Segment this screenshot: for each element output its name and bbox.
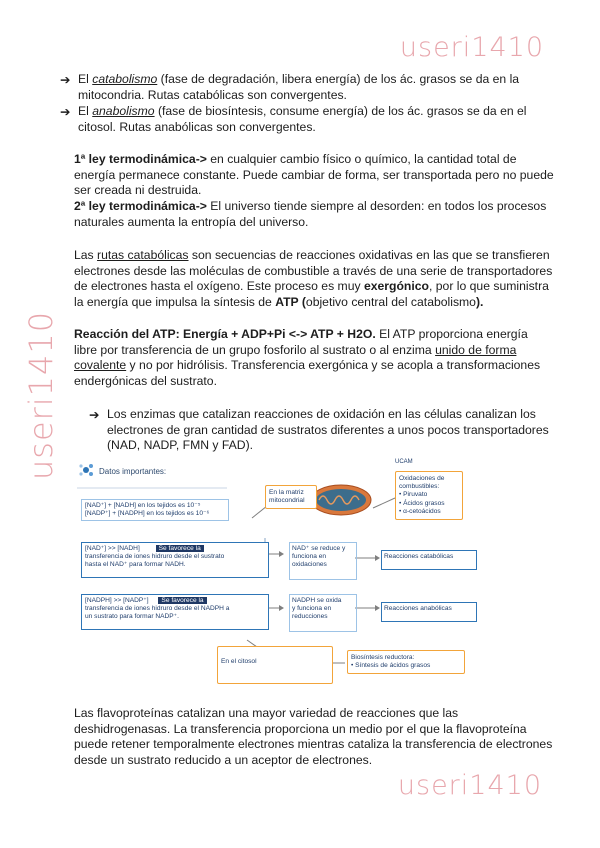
second-law: 2ª ley termodinámica-> El universo tiende siempre al desorden: en todos los procesos naturales aumenta la entropía del universo.	[74, 199, 547, 229]
rutas-catabolicas-paragraph: Las rutas catabólicas son secuencias de reacciones oxidativas en las que se transfieren electrones desde las moléculas de combustible a través de una serie de transportadores de electrones hasta el oxígeno. Este proceso es muy exergónico, por lo que suministra la energía que impulsa la síntesis de ATP (objetivo central del catabolismo).	[74, 248, 553, 309]
oxidation-box: Oxidaciones de combustibles: • Piruvato • Ácidos grasos • α-cetoácidos	[395, 471, 463, 520]
matrix-box: En la matriz mitocondrial	[265, 485, 317, 509]
watermark-side: useri1410	[22, 310, 60, 480]
bullet-catabolismo: El catabolismo (fase de degradación, libera energía) de los ác. grasos se da en la mitocondria. Rutas catabólicas son convergentes.	[78, 72, 520, 102]
nad-box: [NAD⁺] >> [NADH] Se favorece la transferencia de iones hidruro desde el sustrato hasta el NAD⁺ para formar NADH.	[81, 542, 269, 578]
bullet-arrow-icon: ➔	[60, 105, 71, 119]
diagram-title: Datos importantes:	[99, 467, 167, 476]
atp-paragraph: Reacción del ATP: Energía + ADP+Pi <-> ATP + H2O. El ATP proporciona energía libre por transferencia de un grupo fosforilo al sustrato o al enzima unido de forma covalente y no por hidrólisis. Transferencia exergónica y se acopla a transformaciones endergónicas del sustrato.	[74, 327, 541, 388]
anabolic-box: Reacciones anabólicas	[381, 602, 477, 622]
watermark-top: useri1410	[399, 32, 544, 63]
first-law: 1ª ley termodinámica-> en cualquier cambio físico o químico, la cantidad total de energía permanece constante. Puede cambiar de forma, ser transportada pero no puede ser creada ni destruida.	[74, 152, 554, 197]
bullet-arrow-icon: ➔	[60, 73, 71, 87]
bullet-arrow-icon: ➔	[89, 408, 100, 422]
nad-mid-box: NAD⁺ se reduce y funciona en oxidaciones	[289, 542, 357, 580]
nadp-mid-box: NADPH se oxida y funciona en reducciones	[289, 594, 357, 632]
catabolic-box: Reacciones catabólicas	[381, 550, 477, 570]
flavoproteins-paragraph: Las flavoproteínas catalizan una mayor variedad de reacciones que las deshidrogenasas. La transferencia proporciona un medio por el que la flavoproteína puede retener temporalmente electrones mientras cataliza la transferencia de electrones desde un sustrato reducido a un aceptor de electrones.	[74, 706, 553, 767]
mitochondrion-icon	[311, 485, 371, 515]
nad-nadp-diagram	[77, 458, 482, 684]
watermark-bottom: useri1410	[397, 770, 542, 801]
enzymes-bullet: Los enzimas que catalizan reacciones de oxidación en las células canalizan los electrones de gran cantidad de sustratos diferentes a unos pocos transportadores (NAD, NADP, FMN y FAD).	[107, 407, 549, 452]
cytosol-box: En el citosol	[217, 646, 333, 684]
nadp-box: [NADPH] >> [NADP⁺] Se favorece la transferencia de iones hidruro desde el NADPH a un sustrato para formar NADP⁺.	[81, 594, 269, 630]
biosynthesis-box: Biosíntesis reductora: • Síntesis de ácidos grasos	[347, 650, 465, 674]
logo-icon	[79, 464, 93, 476]
bullet-anabolismo: El anabolismo (fase de biosíntesis, consume energía) de los ác. grasos se da en el citosol. Rutas anabólicas son convergentes.	[78, 104, 527, 134]
nad-ratio-box: [NAD⁺] + [NADH] en los tejidos es 10⁻⁵ [NADP⁺] + [NADPH] en los tejidos es 10⁻⁶	[81, 499, 229, 521]
ucam-label: UCAM	[395, 459, 413, 465]
